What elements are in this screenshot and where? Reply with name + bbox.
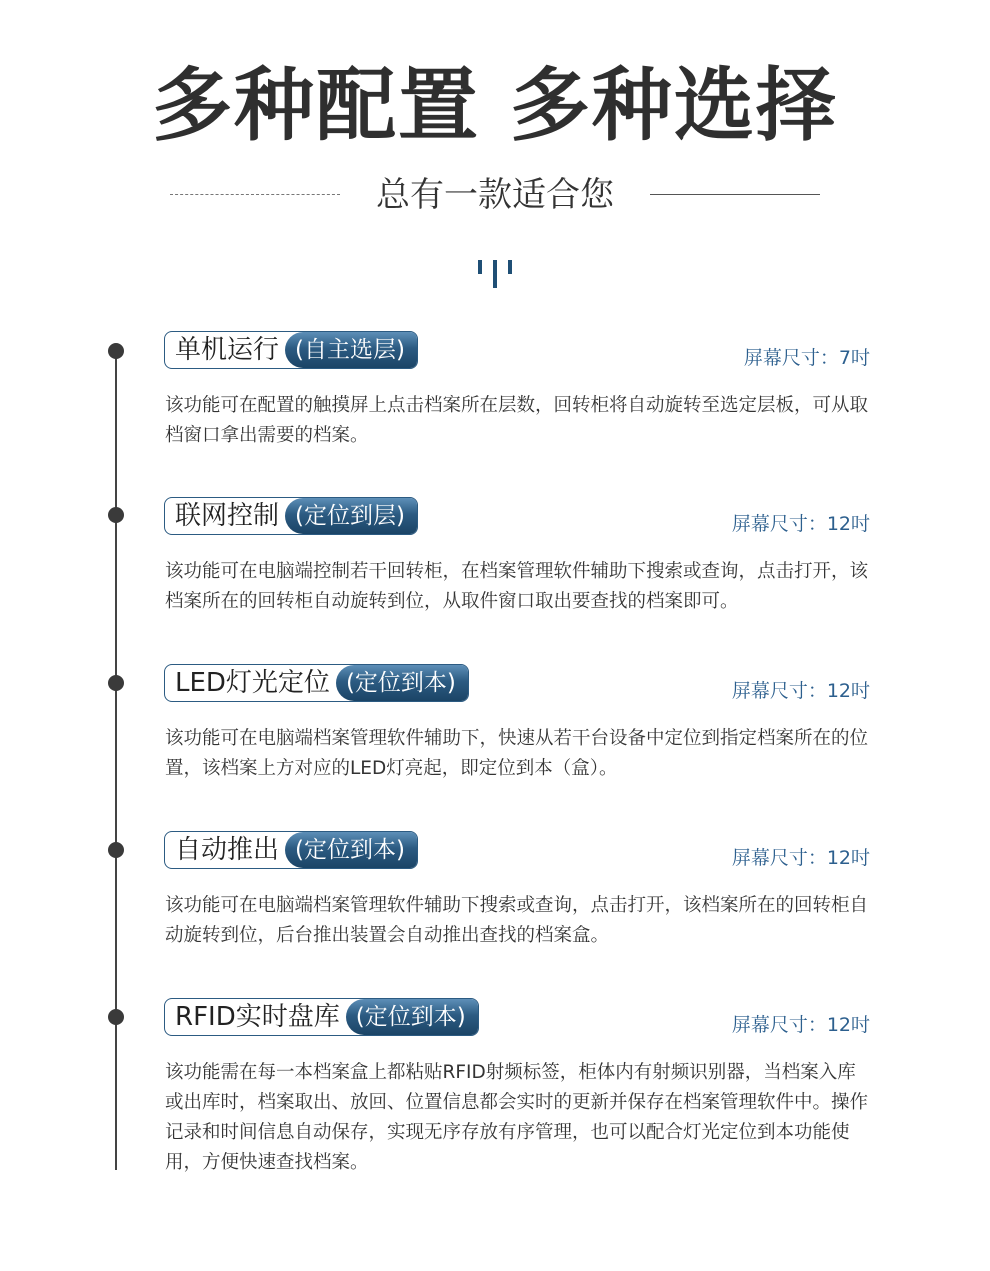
feature-name: 自动推出 xyxy=(175,835,280,865)
feature-tag xyxy=(164,831,418,869)
feature-name: RFID实时盘库 xyxy=(175,1002,340,1032)
feature-badge: (定位到本) xyxy=(285,832,417,868)
timeline-dot xyxy=(108,675,124,691)
screen-size: 屏幕尺寸：12吋 xyxy=(731,1014,870,1036)
feature-name: 联网控制 xyxy=(175,501,280,531)
feature-tag xyxy=(164,664,469,702)
feature-badge: (定位到层) xyxy=(285,498,417,534)
timeline-dot xyxy=(108,1009,124,1025)
timeline-dot xyxy=(108,842,124,858)
timeline-line xyxy=(115,350,117,1170)
feature-badge: (自主选层) xyxy=(285,332,417,368)
feature-description: 该功能可在配置的触摸屏上点击档案所在层数，回转柜将自动旋转至选定层板，可从取档窗口拿出需要的档案。 xyxy=(165,395,869,446)
feature-tag xyxy=(164,331,418,369)
screen-size: 屏幕尺寸：7吋 xyxy=(743,347,870,369)
feature-description: 该功能可在电脑端档案管理软件辅助下搜索或查询，点击打开，该档案所在的回转柜自动旋转到位，后台推出装置会自动推出查找的档案盒。 xyxy=(165,895,869,946)
subtitle-row xyxy=(0,170,990,220)
deco-bar-center xyxy=(493,260,497,288)
timeline-dot xyxy=(108,343,124,359)
feature-description: 该功能需在每一本档案盒上都粘贴RFID射频标签，柜体内有射频识别器，当档案入库或出库时，档案取出、放回、位置信息都会实时的更新并保存在档案管理软件中。操作记录和时间信息自动保存，实现无序存放有序管理，也可以配合灯光定位到本功能使用，方便快速查找档案。 xyxy=(165,1062,869,1173)
feature-tag xyxy=(164,497,418,535)
feature-description: 该功能可在电脑端控制若干回转柜，在档案管理软件辅助下搜索或查询，点击打开，该档案所在的回转柜自动旋转到位，从取件窗口取出要查找的档案即可。 xyxy=(165,561,869,612)
feature-name: LED灯光定位 xyxy=(175,668,330,698)
divider-left xyxy=(170,194,340,195)
deco-bar-right xyxy=(508,260,512,274)
screen-size: 屏幕尺寸：12吋 xyxy=(731,847,870,869)
divider-right xyxy=(650,194,820,195)
feature-badge: (定位到本) xyxy=(346,999,478,1035)
screen-size: 屏幕尺寸：12吋 xyxy=(731,680,870,702)
screen-size: 屏幕尺寸：12吋 xyxy=(731,513,870,535)
page-title: 多种配置 多种选择 xyxy=(152,59,838,152)
feature-description: 该功能可在电脑端档案管理软件辅助下，快速从若干台设备中定位到指定档案所在的位置，该档案上方对应的LED灯亮起，即定位到本（盒）。 xyxy=(165,728,869,779)
deco-bar-left xyxy=(478,260,482,274)
feature-name: 单机运行 xyxy=(175,335,280,365)
feature-badge: (定位到本) xyxy=(336,665,468,701)
timeline-dot xyxy=(108,507,124,523)
feature-tag xyxy=(164,998,479,1036)
page-subtitle: 总有一款适合您 xyxy=(376,175,614,215)
